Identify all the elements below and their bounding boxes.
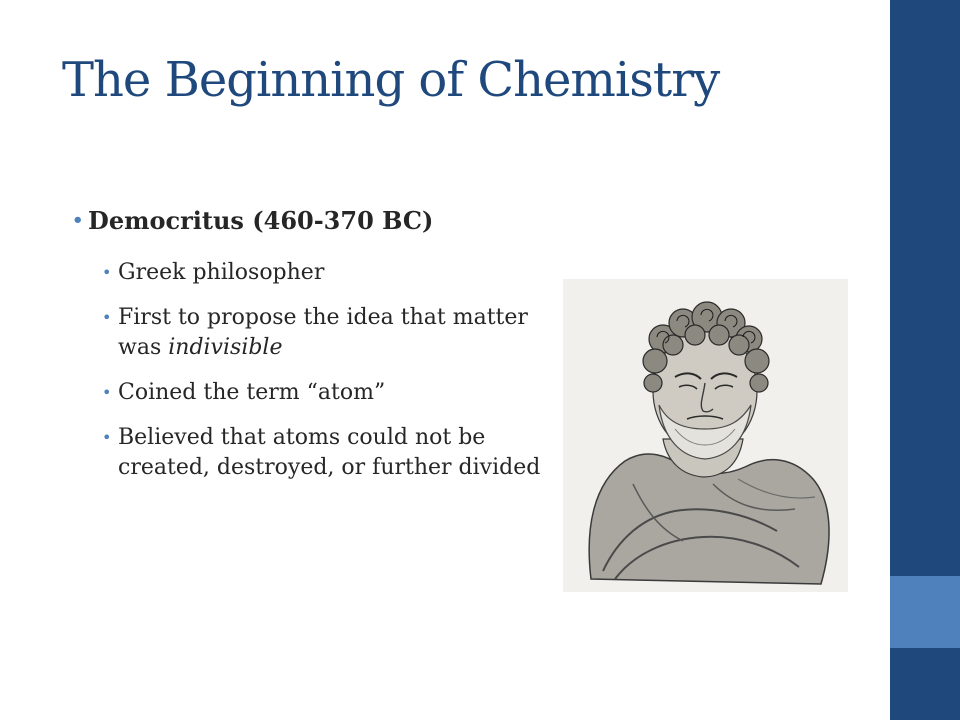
sub-bullet-atom-term: [102, 378, 558, 408]
bust-illustration: [563, 279, 848, 592]
sub-bullet-text: Believed that atoms could not be created, destroyed, or further divided: [118, 425, 541, 480]
sub-bullet-text: Greek philosopher: [118, 260, 325, 285]
bullet-democritus: [72, 206, 558, 236]
side-bar-accent: [890, 576, 960, 648]
bullet-dot-icon: •: [102, 428, 112, 447]
bullet-dot-icon: •: [102, 263, 112, 282]
bullet-text: Democritus (460-370 BC): [88, 206, 434, 235]
bullet-list: [72, 206, 558, 498]
sub-bullet-emphasis: indivisible: [168, 335, 283, 360]
bullet-dot-icon: •: [102, 308, 112, 327]
sub-bullet-philosopher: [102, 258, 558, 288]
slide-title: The Beginning of Chemistry: [62, 52, 720, 108]
sub-bullet-indivisible: [102, 303, 558, 363]
bullet-dot-icon: •: [72, 210, 84, 231]
sub-bullet-atoms-belief: [102, 423, 558, 483]
sub-bullet-text: Coined the term “atom”: [118, 380, 386, 405]
bullet-dot-icon: •: [102, 383, 112, 402]
sub-bullet-text: First to propose the idea that matter was: [118, 305, 528, 360]
democritus-bust-image: [563, 279, 848, 592]
